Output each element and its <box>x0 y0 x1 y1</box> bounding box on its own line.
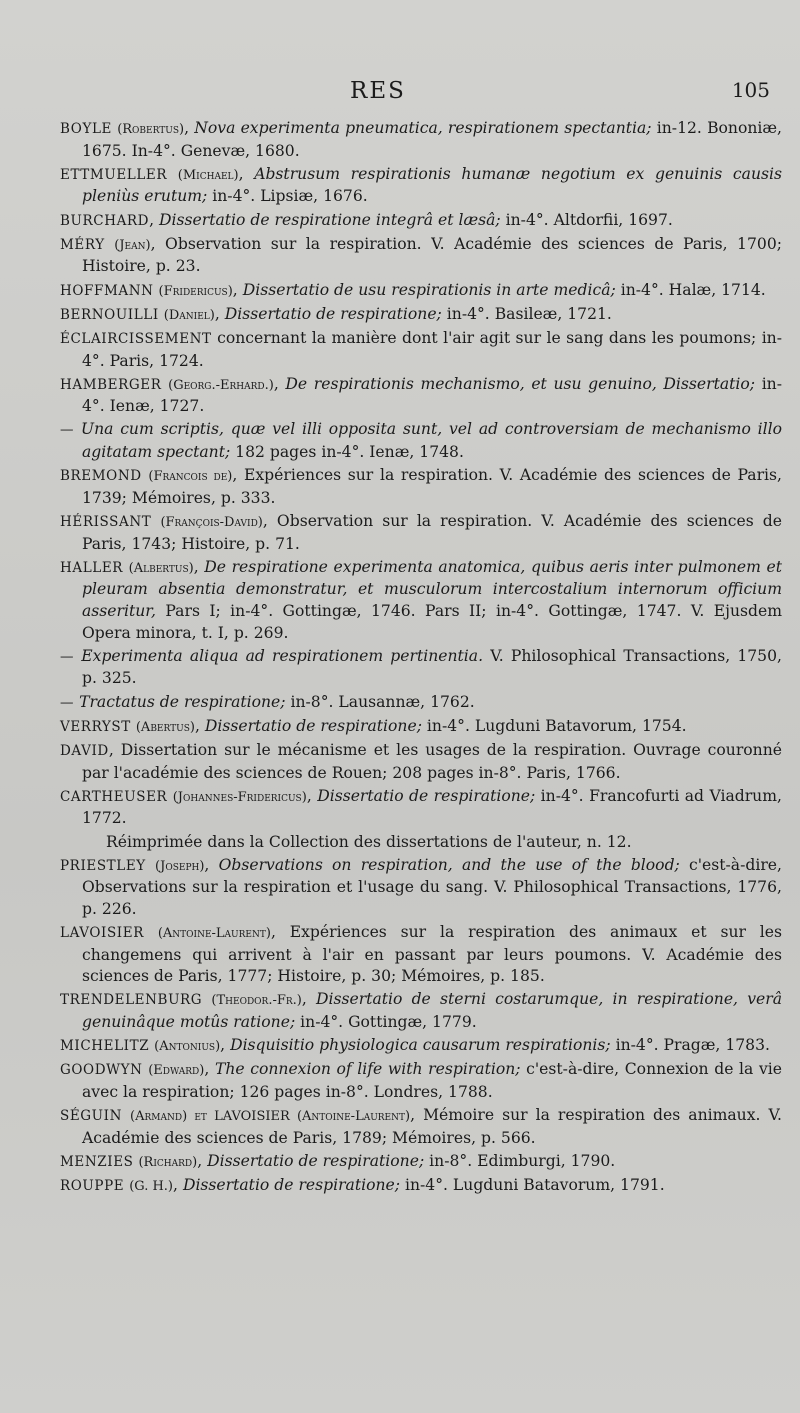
entry-title: De respiratione experimenta anatomica, quibus aeris inter pulmonem et pleuram absentia demonstratur, et musculorum intercostalium internorum officium asseritur, <box>82 557 782 620</box>
bibliography-entry <box>60 328 782 372</box>
entry-author: PRIESTLEY <box>60 857 146 874</box>
bibliography-entry <box>60 1059 782 1103</box>
entry-author: CARTHEUSER <box>60 788 168 805</box>
entry-separator: , <box>220 1036 231 1055</box>
entry-separator: , <box>193 557 205 576</box>
entry-details: in-4°. Ienæ, 1727. <box>82 374 782 416</box>
entry-given-name: (Abertus) <box>135 719 195 735</box>
entry-separator: , <box>173 1176 183 1195</box>
entry-title: The connexion of life with respiration; <box>214 1060 521 1079</box>
entry-details: in-4°. Basileæ, 1721. <box>441 304 612 323</box>
entry-author: HÉRISSANT <box>60 514 152 531</box>
entry-separator: , <box>184 119 195 137</box>
entry-given-name: (Richard) <box>138 1154 198 1170</box>
entry-title: Nova experimenta pneumatica, respirationem spectantia; <box>194 119 652 137</box>
entry-separator: , <box>149 210 160 229</box>
entry-given-name: (Antoine-Laurent) <box>157 926 271 942</box>
entry-given-name: (Johannes-Fridericus) <box>172 789 307 805</box>
entry-separator: , <box>204 1060 215 1079</box>
entry-details: Expériences sur la respiration des animaux et sur les changemens qui arrivent à l'air en passant par leurs poumons. V. Académie des sciences de Paris, 1777; Histoire, p. 30; Mémoires, p. 185. <box>82 923 782 986</box>
bibliography-entry <box>60 692 782 715</box>
entry-details: Mémoire sur la respiration des animaux. V. Académie des sciences de Paris, 1789; Mémoires, p. 566. <box>82 1106 782 1147</box>
entry-details: in-4°. Halæ, 1714. <box>615 280 766 299</box>
entry-author: LAVOISIER <box>60 925 144 942</box>
entry-author: BURCHARD <box>60 212 150 229</box>
entry-given-name: (Edward) <box>148 1063 205 1079</box>
entry-title: Experimenta aliqua ad respirationem pertinentia. <box>81 646 484 665</box>
entry-author: ETTMUELLER <box>60 166 168 183</box>
entry-title: Abstrusum respirationis humanæ negotium ex genuinis causis pleniùs erutum; <box>82 164 782 206</box>
bibliography-entry <box>60 1151 782 1174</box>
entry-given-name: (Daniel) <box>163 307 215 323</box>
entry-details: Dissertation sur le mécanisme et les usages de la respiration. Ouvrage couronné par l'académie des sciences de Rouen; 208 pages in-8°. Paris, 1766. <box>82 740 782 782</box>
entry-title: Observations on respiration, and the use of the blood; <box>218 855 680 874</box>
entry-separator: , <box>150 234 166 253</box>
bibliography-entry <box>60 922 782 988</box>
entry-author: MÉRY <box>60 236 105 253</box>
entry-author: ÉCLAIRCISSEMENT <box>60 330 212 347</box>
entry-details: Réimprimée dans la Collection des dissertations de l'auteur, n. 12. <box>106 832 632 851</box>
bibliography-entry <box>60 280 782 303</box>
entry-author: ROUPPE <box>60 1178 125 1195</box>
entry-author: TRENDELENBURG <box>60 992 203 1009</box>
bibliography-entry <box>60 557 782 644</box>
entry-details: concernant la manière dont l'air agit sur le sang dans les poumons; in-4°. Paris, 1724. <box>82 328 782 370</box>
entry-title: Tractatus de respiratione; <box>79 692 286 711</box>
bibliography-entry <box>60 786 782 830</box>
entry-details: c'est-à-dire, Observations sur la respiration et l'usage du sang. V. Philosophical Transactions, 1776, p. 226. <box>82 855 782 918</box>
entry-author: GOODWYN <box>60 1062 143 1079</box>
entry-title: Dissertatio de respiratione; <box>224 304 442 323</box>
entry-given-name: (Georg.-Erhard.) <box>168 377 274 393</box>
entry-given-name: (Armand) et LAVOISIER (Antoine-Laurent) <box>130 1109 411 1125</box>
bibliography-entry <box>60 465 782 509</box>
entry-details: Expériences sur la respiration. V. Académie des sciences de Paris, 1739; Mémoires, p. 333. <box>82 466 783 507</box>
entry-given-name: (Joseph) <box>155 858 205 874</box>
entry-separator: , <box>108 740 121 759</box>
entry-separator: , <box>194 716 205 735</box>
bibliography-entry <box>60 989 782 1033</box>
entry-details: in-12. Bononiæ, 1675. In-4°. Genevæ, 1680. <box>82 119 782 160</box>
entry-details: in-4°. Lugduni Batavorum, 1791. <box>400 1176 665 1195</box>
entry-author: BOYLE <box>60 121 112 137</box>
entry-given-name: (Jean) <box>114 237 151 253</box>
page-header <box>0 78 800 114</box>
entry-separator: , <box>232 466 244 485</box>
entry-given-name: (G. H.) <box>129 1179 174 1195</box>
entry-title: Dissertatio de sterni costarumque, in respiratione, verâ genuinâque motûs ratione; <box>82 990 782 1032</box>
entry-details: Observation sur la respiration. V. Académie des sciences de Paris, 1700; Histoire, p. 23. <box>82 234 782 276</box>
entry-title: Dissertatio de respiratione; <box>182 1176 401 1195</box>
running-title: RES <box>350 78 406 104</box>
bibliography-entry <box>60 304 782 327</box>
entry-separator: , <box>238 164 255 183</box>
entry-given-name: (Antonius) <box>154 1039 221 1055</box>
entry-author: — <box>60 694 75 711</box>
bibliography-entry <box>60 210 782 233</box>
entry-title: Dissertatio de respiratione; <box>204 716 422 735</box>
bibliography-entry <box>60 740 782 784</box>
entry-separator: , <box>270 923 290 942</box>
entry-separator: , <box>262 512 277 531</box>
entry-details: V. Philosophical Transactions, 1750, p. 325. <box>82 646 782 688</box>
entry-given-name: (Michael) <box>177 167 239 183</box>
entry-separator: , <box>214 304 225 323</box>
entry-title: Una cum scriptis, quæ vel illi opposita sunt, vel ad controversiam de mechanismo illo agitatam spectant; <box>80 420 782 462</box>
entry-separator: , <box>410 1106 424 1125</box>
entry-separator <box>74 420 81 438</box>
entry-given-name: (Albertus) <box>128 560 194 576</box>
bibliography-entry <box>60 716 782 739</box>
entry-separator: , <box>232 280 243 299</box>
entry-separator: , <box>204 855 219 874</box>
bibliography-entry <box>60 164 782 208</box>
bibliography-entry <box>60 234 782 278</box>
bibliography-entry <box>60 1035 782 1058</box>
entry-title: Dissertatio de respiratione integrâ et læsâ; <box>159 210 501 229</box>
entry-given-name: (Fridericus) <box>158 283 233 299</box>
entry-details: in-4°. Francofurti ad Viadrum, 1772. <box>82 786 782 828</box>
entry-author: HALLER <box>60 559 124 576</box>
entry-details: 182 pages in-4°. Ienæ, 1748. <box>230 443 464 462</box>
entry-title: Dissertatio de respiratione; <box>317 786 536 805</box>
entry-details: in-4°. Gottingæ, 1779. <box>295 1013 477 1032</box>
entry-author: VERRYST <box>60 718 131 735</box>
entry-author: HOFFMANN <box>60 282 154 299</box>
bibliography-entry <box>60 855 782 921</box>
entry-given-name: (Robertus) <box>117 122 185 137</box>
bibliography-entry <box>60 511 782 555</box>
entry-separator: , <box>306 786 318 805</box>
entry-author: — <box>60 648 75 665</box>
bibliography-entry <box>60 646 782 690</box>
entry-author: DAVID <box>60 742 109 759</box>
bibliography-entry <box>60 374 782 418</box>
entry-details: in-8°. Edimburgi, 1790. <box>424 1151 616 1170</box>
entry-title: Disquisitio physiologica causarum respirationis; <box>230 1036 611 1055</box>
entry-author: HAMBERGER <box>60 376 162 393</box>
entry-separator: , <box>197 1151 208 1170</box>
bibliography-entry <box>60 1175 782 1198</box>
entry-details: c'est-à-dire, Connexion de la vie avec la respiration; 126 pages in-8°. Londres, 1788. <box>82 1060 782 1101</box>
entry-title: Dissertatio de respiratione; <box>207 1151 425 1170</box>
entry-details: Pars I; in-4°. Gottingæ, 1746. Pars II; in-4°. Gottingæ, 1747. V. Ejusdem Opera minora, t. I, p. 269. <box>82 602 782 642</box>
entry-author: BREMOND <box>60 468 142 485</box>
entry-title: Dissertatio de usu respirationis in arte medicâ; <box>242 280 616 299</box>
bibliography-list <box>60 118 782 1199</box>
entry-author: MICHELITZ <box>60 1038 150 1055</box>
entry-details: in-4°. Lugduni Batavorum, 1754. <box>421 716 687 735</box>
bibliography-entry <box>60 118 782 162</box>
entry-author: MENZIES <box>60 1153 134 1170</box>
entry-details: in-4°. Altdorfii, 1697. <box>500 210 673 229</box>
entry-separator: , <box>301 990 316 1009</box>
bibliography-entry <box>60 1105 782 1149</box>
bibliography-entry <box>60 832 782 854</box>
bibliography-entry <box>60 419 782 463</box>
entry-given-name: (Francois de) <box>148 469 233 485</box>
entry-given-name: (Theodor.-Fr.) <box>211 993 302 1009</box>
entry-given-name: (François-David) <box>160 515 263 531</box>
entry-details: in-4°. Pragæ, 1783. <box>610 1036 770 1055</box>
entry-separator: , <box>273 374 286 393</box>
page-number: 105 <box>731 78 770 102</box>
entry-author: — <box>60 422 75 439</box>
entry-details: in-4°. Lipsiæ, 1676. <box>207 187 368 206</box>
entry-title: De respirationis mechanismo, et usu genuino, Dissertatio; <box>285 374 756 393</box>
entry-author: SÉGUIN <box>60 1108 123 1125</box>
entry-author: BERNOUILLI <box>60 306 159 323</box>
entry-details: Observation sur la respiration. V. Académie des sciences de Paris, 1743; Histoire, p. 71. <box>82 512 782 553</box>
entry-details: in-8°. Lausannæ, 1762. <box>285 692 475 711</box>
